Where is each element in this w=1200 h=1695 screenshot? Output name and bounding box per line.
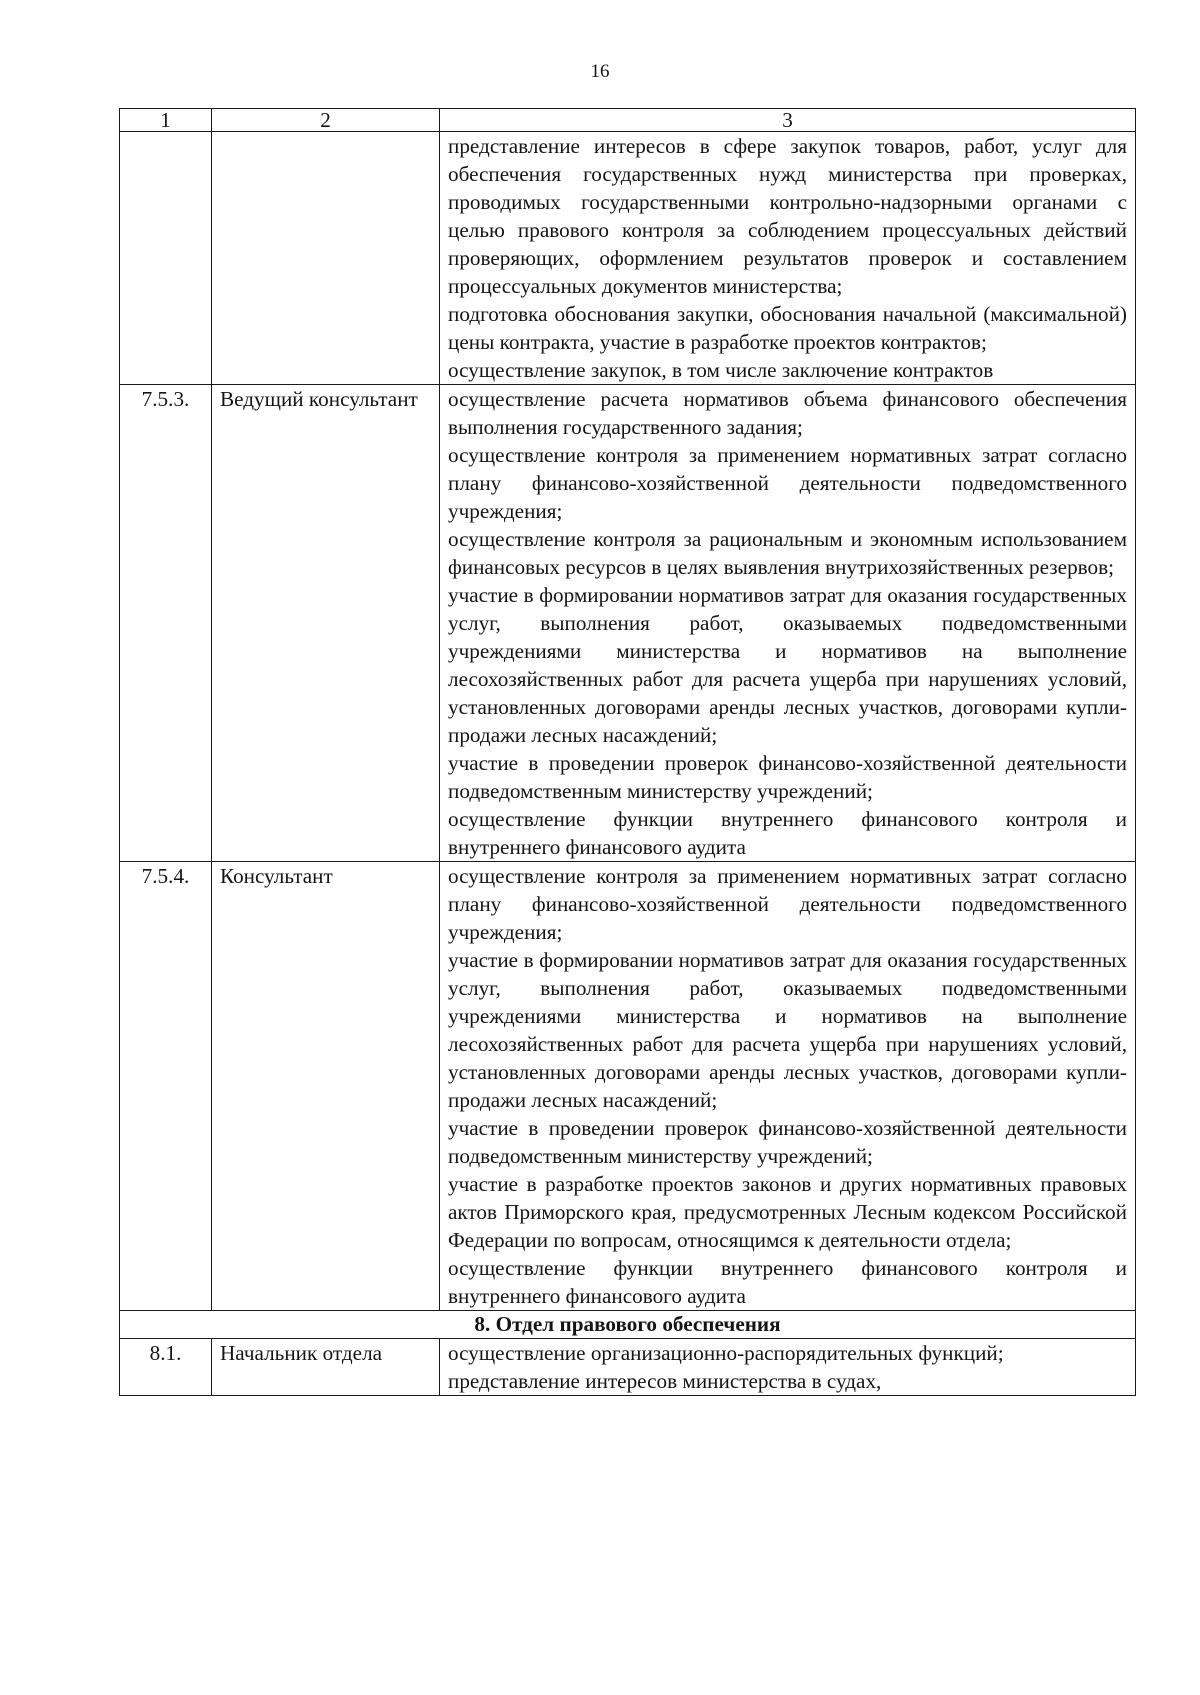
position-cell: Начальник отдела (212, 1339, 440, 1396)
table-row (120, 1339, 1136, 1396)
duty-item: подготовка обоснования закупки, обоснования начальной (максимальной) цены контракта, участие в разработке проектов контрактов; (448, 302, 1127, 354)
duty-item: представление интересов в сфере закупок товаров, работ, услуг для обеспечения государственных нужд министерства при проверках, проводимых государственными контрольно-надзорными органами с целью правового контроля за соблюдением процессуальных действий проверяющих, оформлением результатов проверок и составлением процессуальных документов министерства; (448, 134, 1127, 298)
duty-item: осуществление функции внутреннего финансового контроля и внутреннего финансового аудита (448, 1256, 1127, 1308)
position-cell: Консультант (212, 862, 440, 1311)
duty-item: представление интересов министерства в судах, (448, 1369, 882, 1393)
position-cell (212, 132, 440, 385)
duty-item: осуществление закупок, в том числе заключение контрактов (448, 358, 994, 382)
duties-cell (440, 132, 1136, 385)
duties-table (119, 108, 1136, 1396)
duty-item: участие в проведении проверок финансово-хозяйственной деятельности подведомственным министерству учреждений; (448, 1116, 1127, 1168)
position-cell: Ведущий консультант (212, 385, 440, 862)
duties-cell (440, 1339, 1136, 1396)
table-row (120, 132, 1136, 385)
duty-item: участие в разработке проектов законов и других нормативных правовых актов Приморского края, предусмотренных Лесным кодексом Российской Федерации по вопросам, относящимся к деятельности отдела; (448, 1172, 1127, 1252)
row-number-cell (120, 132, 212, 385)
duty-item: осуществление расчета нормативов объема финансового обеспечения выполнения государственного задания; (448, 387, 1127, 439)
table-header-row (120, 109, 1136, 132)
duty-item: осуществление контроля за применением нормативных затрат согласно плану финансово-хозяйственной деятельности подведомственного учреждения; (448, 864, 1127, 944)
duty-item: осуществление контроля за применением нормативных затрат согласно плану финансово-хозяйственной деятельности подведомственного учреждения; (448, 443, 1127, 523)
column-header-3: 3 (440, 109, 1136, 132)
duties-cell (440, 385, 1136, 862)
duty-item: участие в проведении проверок финансово-хозяйственной деятельности подведомственным министерству учреждений; (448, 751, 1127, 803)
duties-cell (440, 862, 1136, 1311)
section-title: 8. Отдел правового обеспечения (120, 1311, 1136, 1339)
duty-item: участие в формировании нормативов затрат для оказания государственных услуг, выполнения работ, оказываемых подведомственными учреждениями министерства и нормативов на выполнение лесохозяйственных работ для расчета ущерба при нарушениях условий, установленных договорами аренды лесных участков, договорами купли-продажи лесных насаждений; (448, 948, 1127, 1112)
column-header-2: 2 (212, 109, 440, 132)
row-number-cell: 8.1. (120, 1339, 212, 1396)
table-row (120, 385, 1136, 862)
duty-item: осуществление функции внутреннего финансового контроля и внутреннего финансового аудита (448, 807, 1127, 859)
table-row (120, 862, 1136, 1311)
duty-item: осуществление организационно-распорядительных функций; (448, 1341, 1004, 1365)
column-header-1: 1 (120, 109, 212, 132)
page-number: 16 (590, 61, 610, 82)
row-number-cell: 7.5.3. (120, 385, 212, 862)
row-number-cell: 7.5.4. (120, 862, 212, 1311)
duty-item: участие в формировании нормативов затрат для оказания государственных услуг, выполнения работ, оказываемых подведомственными учреждениями министерства и нормативов на выполнение лесохозяйственных работ для расчета ущерба при нарушениях условий, установленных договорами аренды лесных участков, договорами купли-продажи лесных насаждений; (448, 583, 1127, 747)
duty-item: осуществление контроля за рациональным и экономным использованием финансовых ресурсов в целях выявления внутрихозяйственных резервов; (448, 527, 1127, 579)
section-heading-row (120, 1311, 1136, 1339)
